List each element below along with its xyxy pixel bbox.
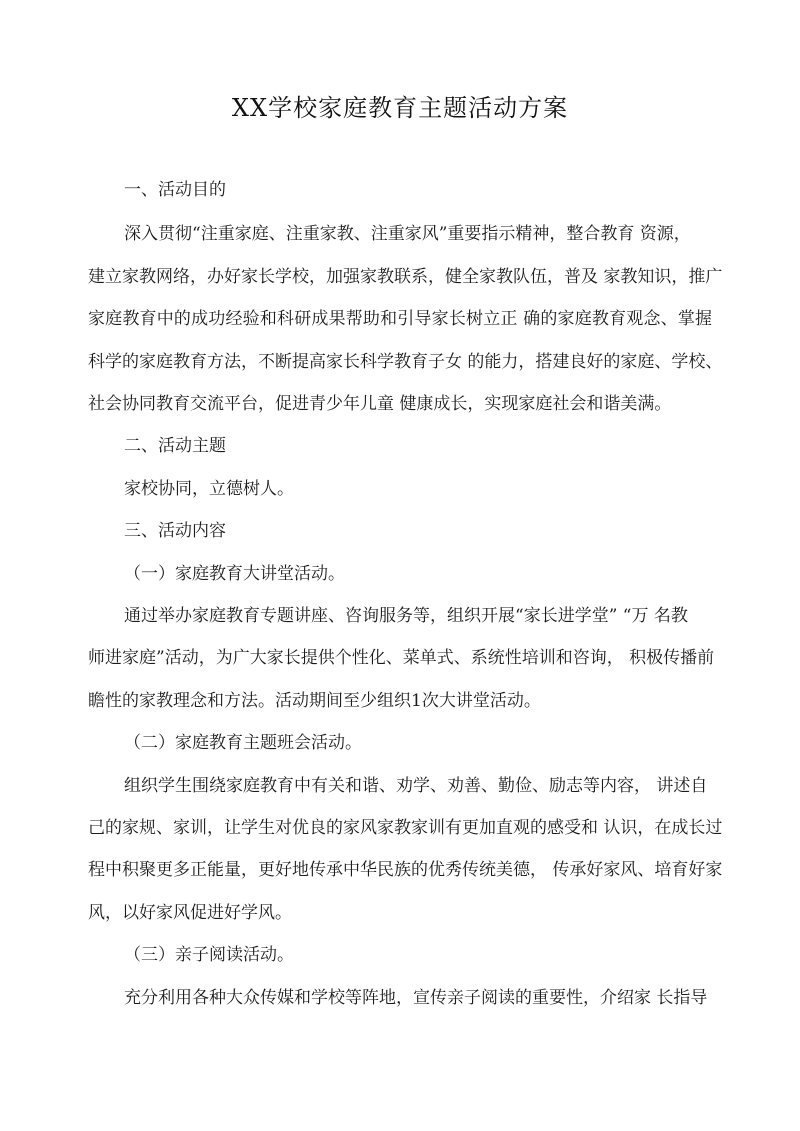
paragraph-line: 风，以好家风促进好学风。 [88, 903, 292, 923]
paragraph-line: 瞻性的家教理念和方法。活动期间至少组织1次大讲堂活动。 [88, 691, 541, 711]
paragraph-line: 充分利用各种大众传媒和学校等阵地，宣传亲子阅读的重要性，介绍家 长指导 [124, 988, 708, 1008]
paragraph-line: 程中积聚更多正能量，更好地传承中华民族的优秀传统美德， 传承好家风、培育好家 [88, 860, 723, 880]
section-heading-content: 三、活动内容 [124, 521, 226, 541]
document-title: XX学校家庭教育主题活动方案 [231, 94, 569, 122]
paragraph-line: 通过举办家庭教育专题讲座、咨询服务等，组织开展“家长进学堂” “万 名教 [124, 606, 688, 626]
paragraph-line: 科学的家庭教育方法，不断提高家长科学教育子女 的能力，搭建良好的家庭、学校、 [88, 352, 723, 372]
paragraph-line: 家庭教育中的成功经验和科研成果帮助和引导家长树立正 确的家庭教育观念、掌握 [88, 309, 712, 329]
section-heading-theme: 二、活动主题 [124, 436, 226, 456]
paragraph-line: 社会协同教育交流平台，促进青少年儿童 健康成长，实现家庭社会和谐美满。 [88, 394, 672, 414]
paragraph-line: 己的家规、家训，让学生对优良的家风家教家训有更加直观的感受和 认识，在成长过 [88, 818, 723, 838]
paragraph-line: 师进家庭”活动，为广大家长提供个性化、菜单式、系统性培训和咨询， 积极传播前 [88, 648, 715, 668]
section-heading-purpose: 一、活动目的 [124, 180, 226, 200]
theme-text: 家校协同，立德树人。 [124, 479, 294, 499]
paragraph-line: 深入贯彻“注重家庭、注重家教、注重家风”重要指示精神，整合教育 资源， [124, 224, 691, 244]
paragraph-line: 组织学生围绕家庭教育中有关和谐、劝学、劝善、勤俭、励志等内容， 讲述自 [124, 776, 708, 796]
subsection-heading-class-meeting: （二）家庭教育主题班会活动。 [124, 733, 362, 753]
subsection-heading-reading: （三）亲子阅读活动。 [124, 945, 294, 965]
paragraph-line: 建立家教网络，办好家长学校，加强家教联系，健全家教队伍，普及 家教知识，推广 [88, 267, 723, 287]
subsection-heading-lecture: （一）家庭教育大讲堂活动。 [124, 564, 345, 584]
